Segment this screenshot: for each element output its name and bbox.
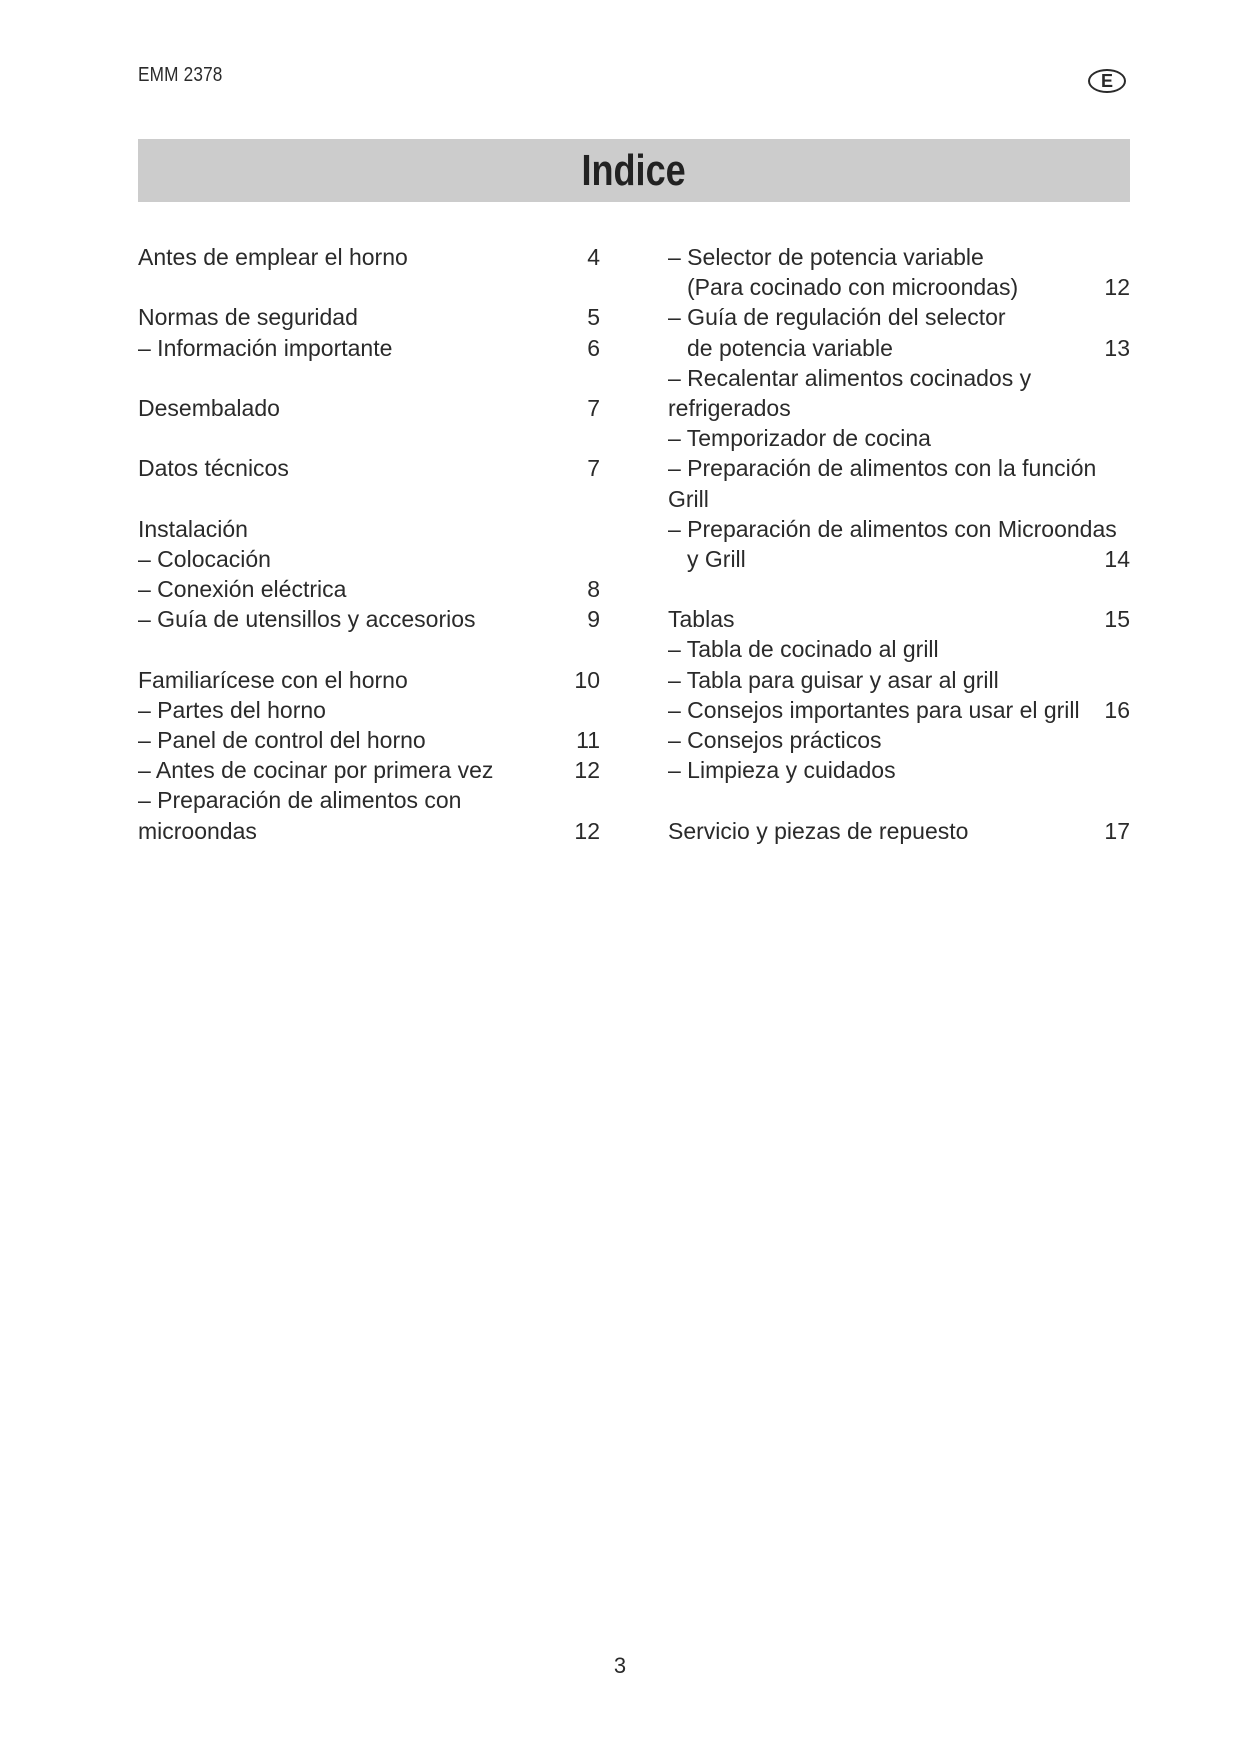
toc-entry-label: – Preparación de alimentos con la función: [668, 455, 1097, 482]
toc-entry: [668, 725, 1130, 755]
toc-right-column: [668, 242, 1130, 846]
toc-entry: [668, 272, 1130, 302]
toc-entry: [138, 453, 600, 483]
toc-entry-label: – Tabla de cocinado al grill: [668, 636, 939, 663]
toc-entry-page: 16: [1104, 696, 1130, 723]
toc-entry: [668, 604, 1130, 634]
toc-entry: [668, 634, 1130, 664]
toc-entry-label: – Guía de regulación del selector: [668, 304, 1006, 331]
toc-entry-label: – Partes del horno: [138, 696, 326, 723]
toc-entry-label: – Limpieza y cuidados: [668, 757, 896, 784]
toc-entry: [138, 665, 600, 695]
toc-entry-label: – Consejos importantes para usar el grill: [668, 696, 1080, 723]
toc-entry-label: – Temporizador de cocina: [668, 425, 931, 452]
toc-entry: [138, 242, 600, 272]
toc-entry-label: Antes de emplear el horno: [138, 244, 408, 270]
toc-entry: [668, 453, 1130, 483]
toc-entry: [668, 816, 1130, 846]
toc-entry: [138, 393, 600, 423]
toc-entry: [668, 363, 1130, 393]
toc-spacer: [138, 272, 600, 302]
toc-entry: [138, 755, 600, 785]
toc-entry-label: – Panel de control del horno: [138, 727, 426, 753]
toc-entry-label: Servicio y piezas de repuesto: [668, 817, 969, 844]
toc-entry-page: [1100, 634, 1130, 664]
toc-entry-label: y Grill: [687, 545, 746, 572]
toc-entry-label: Familiarícese con el horno: [138, 666, 408, 693]
toc-entry-page: 7: [587, 394, 600, 421]
toc-entry-page: [1100, 423, 1130, 453]
toc-entry-page: [570, 544, 600, 574]
toc-entry: [668, 393, 1130, 423]
toc-entry-page: 7: [587, 455, 600, 482]
toc-entry: [138, 816, 600, 846]
toc-entry-label: – Colocación: [138, 545, 271, 572]
toc-entry: [668, 514, 1130, 544]
toc-entry-label: Instalación: [138, 515, 248, 542]
toc-entry: [138, 514, 600, 544]
toc-entry: [668, 423, 1130, 453]
toc-entry-page: 8: [587, 576, 600, 603]
toc-entry-label: – Conexión eléctrica: [138, 576, 347, 603]
toc-spacer: [138, 363, 600, 393]
toc-entry-page: [1100, 363, 1130, 393]
toc-entry-page: 5: [587, 304, 600, 331]
toc-entry-page: [1100, 665, 1130, 695]
toc-entry-page: [1100, 393, 1130, 423]
toc-entry: [668, 665, 1130, 695]
toc-entry-page: 15: [1104, 606, 1130, 633]
toc-entry-label: – Recalentar alimentos cocinados y: [668, 364, 1032, 391]
toc-entry: [668, 242, 1130, 272]
toc-entry: [668, 333, 1130, 363]
toc-entry-page: 14: [1104, 545, 1130, 572]
toc-entry-page: 12: [574, 817, 600, 844]
page-number: 3: [613, 1653, 627, 1678]
page-title: Indice: [581, 145, 687, 195]
toc-entry: [668, 755, 1130, 785]
toc-entry-label: – Tabla para guisar y asar al grill: [668, 666, 999, 693]
toc-entry: [668, 302, 1130, 332]
model-number: EMM 2378: [138, 64, 223, 86]
toc-entry: [138, 604, 600, 634]
toc-entry-label: – Preparación de alimentos con Microondas: [668, 515, 1117, 542]
language-badge: E: [1088, 69, 1126, 93]
toc-entry: [138, 785, 600, 815]
toc-spacer: [138, 423, 600, 453]
toc-entry: [668, 695, 1130, 725]
toc-entry-label: Tablas: [668, 606, 735, 633]
toc-spacer: [668, 574, 1130, 604]
toc-entry-page: 17: [1104, 817, 1130, 844]
toc-entry-page: 6: [587, 334, 600, 361]
title-bar: [138, 139, 1130, 202]
toc-entry-label: – Selector de potencia variable: [668, 244, 984, 270]
toc-entry-label: – Consejos prácticos: [668, 727, 882, 753]
toc-entry-page: 13: [1104, 334, 1130, 361]
toc-entry-page: [1100, 755, 1130, 785]
toc-entry-label: Desembalado: [138, 394, 280, 421]
toc-spacer: [668, 785, 1130, 815]
toc-spacer: [138, 634, 600, 664]
toc-left-column: [138, 242, 600, 846]
toc-entry-page: [1100, 725, 1130, 755]
toc-entry-label: de potencia variable: [687, 334, 893, 361]
toc-entry: [138, 574, 600, 604]
toc-entry-label: – Guía de utensillos y accesorios: [138, 606, 476, 633]
toc-spacer: [138, 484, 600, 514]
toc-entry-label: microondas: [138, 817, 257, 844]
toc-entry-page: 12: [1104, 274, 1130, 301]
toc-entry-page: [1100, 302, 1130, 332]
toc-entry: [138, 302, 600, 332]
toc-entry-page: [1100, 242, 1130, 272]
toc-entry-label: – Antes de cocinar por primera vez: [138, 757, 494, 784]
toc-entry-page: 4: [587, 244, 600, 270]
toc-entry-page: 11: [576, 727, 600, 753]
toc-entry-page: 9: [587, 606, 600, 633]
toc-entry-label: refrigerados: [668, 394, 791, 421]
toc-entry-page: [1117, 514, 1147, 544]
toc-entry: [138, 333, 600, 363]
toc-entry-label: Datos técnicos: [138, 455, 289, 482]
toc-entry-page: [570, 785, 600, 815]
toc-entry-page: [570, 514, 600, 544]
toc-entry-page: [570, 695, 600, 725]
toc-entry-page: 10: [574, 666, 600, 693]
toc-entry-label: – Preparación de alimentos con: [138, 787, 462, 814]
toc-entry-page: [1100, 484, 1130, 514]
toc-entry: [138, 544, 600, 574]
toc-entry-label: Grill: [668, 485, 709, 512]
toc-entry-label: (Para cocinado con microondas): [687, 274, 1019, 301]
toc-entry-page: 12: [574, 757, 600, 784]
toc-entry-label: Normas de seguridad: [138, 304, 358, 331]
toc-entry: [138, 725, 600, 755]
toc-entry-label: – Información importante: [138, 334, 393, 361]
toc-entry: [668, 544, 1130, 574]
toc-entry: [138, 695, 600, 725]
toc-entry: [668, 484, 1130, 514]
toc-entry-page: [1100, 453, 1130, 483]
